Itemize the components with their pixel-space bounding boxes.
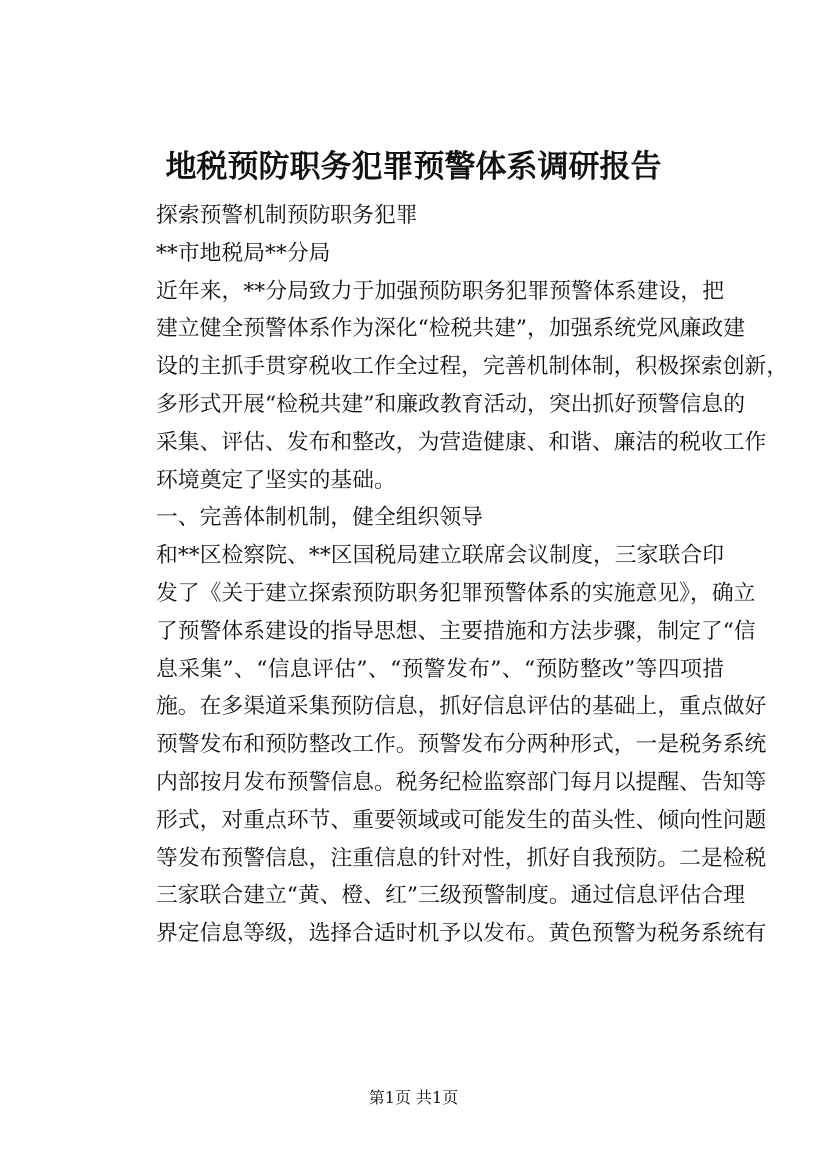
paragraph-line: 了预警体系建设的指导思想、主要措施和方法步骤，制定了“信 (156, 618, 756, 644)
document-title: 地税预防职务犯罪预警体系调研报告 (165, 149, 662, 185)
paragraph-line: 近年来，**分局致力于加强预防职务犯罪预警体系建设，把 (156, 278, 724, 304)
paragraph-line: 建立健全预警体系作为深化“检税共建”，加强系统党风廉政建 (156, 316, 746, 342)
paragraph-line: 预警发布和预防整改工作。预警发布分两种形式，一是税务系统 (156, 732, 767, 758)
paragraph-intro (112, 273, 789, 500)
paragraph-section-1 (112, 537, 767, 953)
document-content (112, 197, 789, 953)
paragraph-line: 发了《关于建立探索预防职务犯罪预警体系的实施意见》，确立 (156, 580, 756, 606)
paragraph-line: 内部按月发布预警信息。税务纪检监察部门每月以提醒、告知等 (156, 769, 767, 795)
section-heading: 一、完善体制机制，健全组织领导 (156, 505, 483, 531)
page-footer: 第1页 共1页 (368, 1088, 459, 1107)
paragraph-line: 采集、评估、发布和整改，为营造健康、和谐、廉洁的税收工作 (156, 429, 767, 455)
paragraph-line: 设的主抓手贯穿税收工作全过程，完善机制体制，积极探索创新， (156, 354, 789, 380)
document-author: **市地税局**分局 (156, 240, 331, 266)
paragraph-line: 形式，对重点环节、重要领域或可能发生的苗头性、倾向性问题 (156, 807, 767, 833)
paragraph-line: 息采集”、“信息评估”、“预警发布”、“预防整改”等四项措 (156, 656, 724, 682)
paragraph-line: 施。在多渠道采集预防信息，抓好信息评估的基础上，重点做好 (156, 694, 767, 720)
paragraph-line: 界定信息等级，选择合适时机予以发布。黄色预警为税务系统有 (156, 921, 767, 947)
document-subtitle: 探索预警机制预防职务犯罪 (156, 203, 418, 228)
paragraph-line: 多形式开展“检税共建”和廉政教育活动，突出抓好预警信息的 (156, 391, 746, 417)
paragraph-line: 三家联合建立“黄、橙、红”三级预警制度。通过信息评估合理 (156, 883, 746, 909)
paragraph-line: 等发布预警信息，注重信息的针对性，抓好自我预防。二是检税 (156, 845, 767, 871)
paragraph-line: 和**区检察院、**区国税局建立联席会议制度，三家联合印 (156, 543, 724, 569)
paragraph-line: 环境奠定了坚实的基础。 (156, 467, 396, 493)
